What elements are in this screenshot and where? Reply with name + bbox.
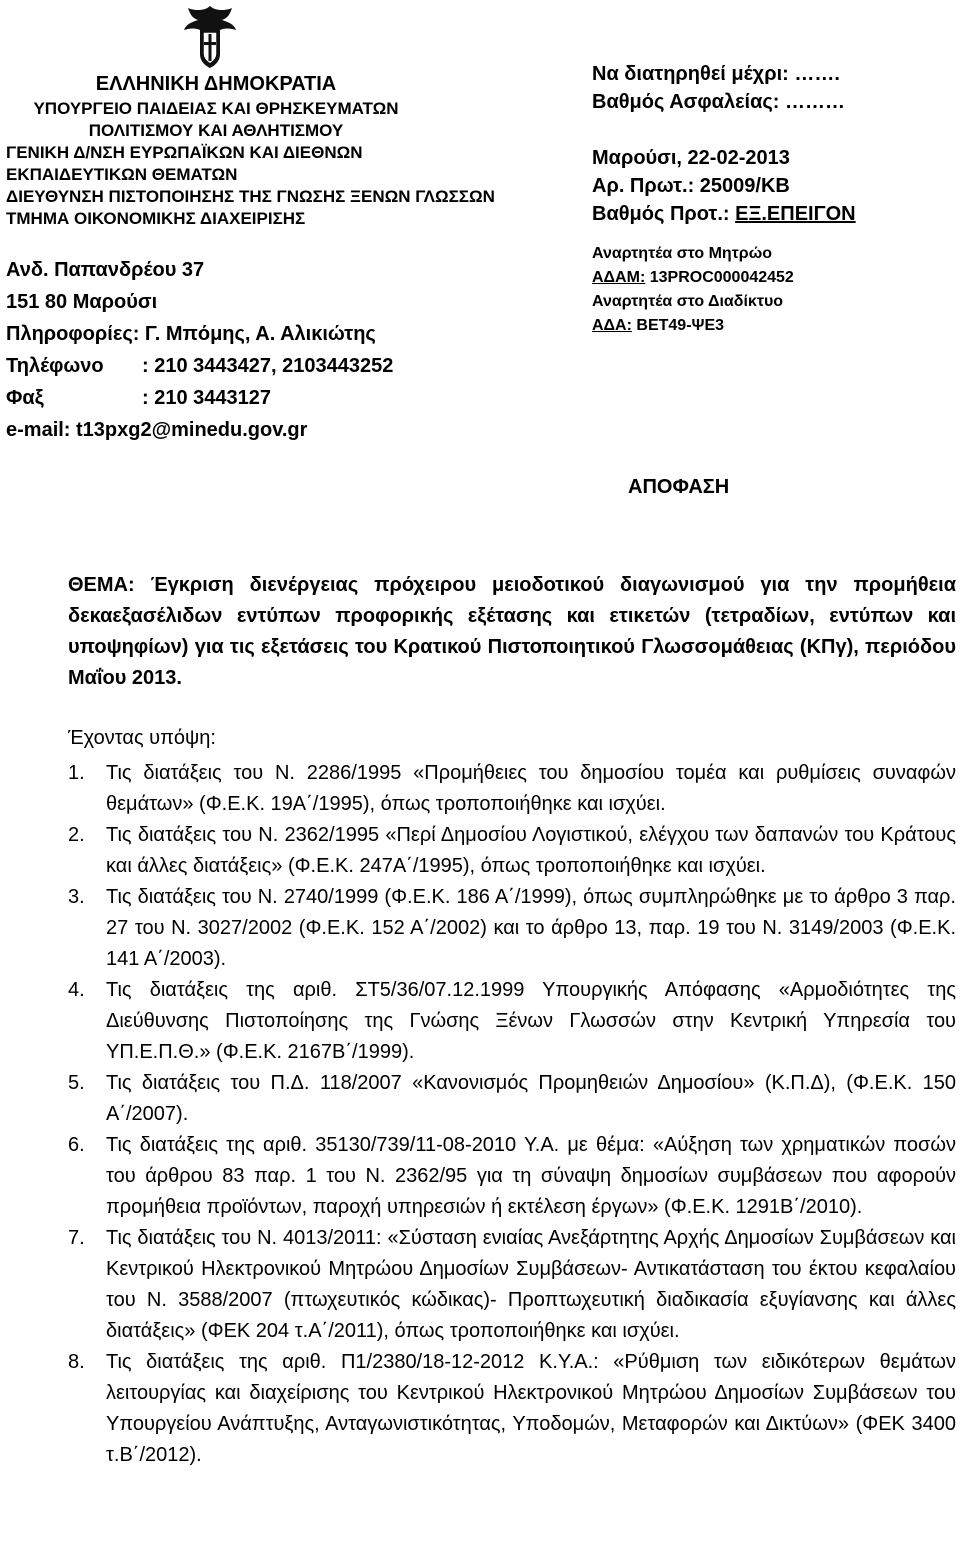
considering-heading: Έχοντας υπόψη: — [68, 727, 216, 749]
item-text: Τις διατάξεις του Ν. 2362/1995 «Περί Δημοσίου Λογιστικού, ελέγχου των δαπανών του Κράτους και άλλες διατάξεις» (Φ.Ε.Κ. 247Α΄/1995), όπως τροποποιήθηκε και ισχύει. — [106, 824, 956, 877]
registry-post: Αναρτητέα στο Μητρώο — [592, 245, 772, 262]
item-text: Τις διατάξεις του Ν. 2740/1999 (Φ.Ε.Κ. 186 Α΄/1999), όπως συμπληρώθηκε με το άρθρο 3 παρ. 27 του Ν. 3027/2002 (Φ.Ε.Κ. 152 Α΄/2002) και το άρθρο 13, παρ. 19 του Ν. 3149/2003 (Φ.Ε.Κ. 141 Α΄/2003). — [106, 886, 956, 970]
priority-row — [592, 200, 952, 228]
item-number: 2. — [68, 824, 85, 846]
adam-row — [592, 266, 952, 290]
adam-value: 13PROC000042452 — [649, 269, 794, 286]
address: Ανδ. Παπανδρέου 37 — [6, 259, 205, 281]
priority-value: ΕΞ.ΕΠΕΙΓΟΝ — [735, 203, 856, 225]
list-item — [68, 820, 956, 882]
document-meta-block — [592, 60, 952, 338]
sender-block — [6, 70, 495, 446]
protocol-number: Αρ. Πρωτ.: 25009/ΚΒ — [592, 175, 790, 197]
org-line: ΕΚΠΑΙΔΕΥΤΙΚΩΝ ΘΕΜΑΤΩΝ — [6, 165, 238, 184]
item-text: Τις διατάξεις του Ν. 2286/1995 «Προμήθειες του δημοσίου τομέα και ρυθμίσεις συναφών θεμάτων» (Φ.Ε.Κ. 19Α΄/1995), όπως τροποποιήθηκε και ισχύει. — [106, 762, 956, 815]
fax-row — [6, 382, 426, 414]
org-line: ΓΕΝΙΚΗ Δ/ΝΣΗ ΕΥΡΩΠΑΪΚΩΝ ΚΑΙ ΔΙΕΘΝΩΝ — [6, 143, 363, 162]
org-line: ΔΙΕΥΘΥΝΣΗ ΠΙΣΤΟΠΟΙΗΣΗΣ ΤΗΣ ΓΝΩΣΗΣ ΞΕΝΩΝ ΓΛΩΣΣΩΝ — [6, 187, 495, 206]
postcode-city: 151 80 Μαρούσι — [6, 291, 158, 313]
fax-label: Φαξ — [6, 387, 44, 409]
coat-of-arms-icon — [178, 4, 242, 70]
item-number: 4. — [68, 979, 85, 1001]
considerations-list — [68, 758, 956, 1471]
list-item — [68, 1347, 956, 1471]
item-number: 6. — [68, 1134, 85, 1156]
org-line: ΤΜΗΜΑ ΟΙΚΟΝΟΜΙΚΗΣ ΔΙΑΧΕΙΡΙΣΗΣ — [6, 209, 306, 228]
internet-post: Αναρτητέα στο Διαδίκτυο — [592, 293, 784, 310]
item-text: Τις διατάξεις της αριθ. Π1/2380/18-12-2012 Κ.Υ.Α.: «Ρύθμιση των ειδικότερων θεμάτων λειτουργίας και διαχείρισης του Κεντρικού Ηλεκτρονικού Μητρώου Δημοσίων Συμβάσεων του Υπουργείου Ανάπτυξης, Ανταγωνιστικότητας, Υποδομών, Μεταφορών και Δικτύων» (ΦΕΚ 3400 τ.Β΄/2012). — [106, 1351, 956, 1466]
phone-value: : 210 3443427, 2103443252 — [142, 355, 394, 377]
place-date: Μαρούσι, 22-02-2013 — [592, 147, 790, 169]
priority-label: Βαθμός Προτ.: — [592, 203, 730, 225]
phone-row — [6, 350, 426, 382]
item-text: Τις διατάξεις της αριθ. 35130/739/11-08-2010 Υ.Α. με θέμα: «Αύξηση των χρηματικών ποσών του άρθρου 83 παρ. 1 του Ν. 2362/95 για τη σύναψη δημοσίων συμβάσεων που αφορούν προμήθεια προϊόντων, παροχή υπηρεσιών ή εκτέλεση έργων» (Φ.Ε.Κ. 1291Β΄/2010). — [106, 1134, 956, 1218]
item-number: 8. — [68, 1351, 85, 1373]
item-text: Τις διατάξεις του Π.Δ. 118/2007 «Κανονισμός Προμηθειών Δημοσίου» (Κ.Π.Δ), (Φ.Ε.Κ. 150 Α΄/2007). — [106, 1072, 956, 1125]
adam-label: ΑΔΑΜ: — [592, 269, 646, 286]
security-level: Βαθμός Ασφαλείας: ……… — [592, 91, 846, 113]
ada-label: ΑΔΑ: — [592, 317, 632, 334]
org-line: ΠΟΛΙΤΙΣΜΟΥ ΚΑΙ ΑΘΛΗΤΙΣΜΟΥ — [88, 121, 344, 140]
fax-value: : 210 3443127 — [142, 387, 272, 409]
item-number: 3. — [68, 886, 85, 908]
item-number: 7. — [68, 1227, 85, 1249]
ada-value: ΒΕΤ49-ΨΕ3 — [636, 317, 725, 334]
email: e-mail: t13pxg2@minedu.gov.gr — [6, 419, 308, 441]
list-item — [68, 758, 956, 820]
item-text: Τις διατάξεις της αριθ. ΣΤ5/36/07.12.1999 Υπουργικής Απόφασης «Αρμοδιότητες της Διεύθυνσης Πιστοποίησης της Γνώσης Ξένων Γλωσσών στην Κεντρική Υπηρεσία του ΥΠ.Ε.Π.Θ.» (Φ.Ε.Κ. 2167Β΄/1999). — [106, 979, 956, 1063]
list-item — [68, 1223, 956, 1347]
list-item — [68, 1068, 956, 1130]
item-text: Τις διατάξεις του Ν. 4013/2011: «Σύσταση ενιαίας Ανεξάρτητης Αρχής Δημοσίων Συμβάσεων και Κεντρικού Ηλεκτρονικού Μητρώου Δημοσίων Συμβάσεων- Αντικατάσταση του έκτου κεφαλαίου του Ν. 3588/2007 (πτωχευτικός κώδικας)- Προπτωχευτική διαδικασία εξυγίανσης και άλλες διατάξεις» (ΦΕΚ 204 τ.Α΄/2011), όπως τροποποιήθηκε και ισχύει. — [106, 1227, 956, 1342]
contact-info: Πληροφορίες: Γ. Μπόμης, Α. Αλικιώτης — [6, 323, 376, 345]
phone-label: Τηλέφωνο — [6, 355, 104, 377]
keep-until: Να διατηρηθεί μέχρι: ……. — [592, 63, 840, 85]
list-item — [68, 1130, 956, 1223]
decision-title: ΑΠΟΦΑΣΗ — [628, 476, 730, 498]
org-line: ΥΠΟΥΡΓΕΙΟ ΠΑΙΔΕΙΑΣ ΚΑΙ ΘΡΗΣΚΕΥΜΑΤΩΝ — [33, 99, 399, 118]
list-item — [68, 882, 956, 975]
organization-lines — [6, 70, 495, 230]
subject-paragraph: ΘΕΜΑ: Έγκριση διενέργειας πρόχειρου μειοδοτικού διαγωνισμού για την προμήθεια δεκαεξασέλιδων εντύπων προφορικής εξέτασης και ετικετών (τετραδίων, εντύπων και υποψηφίων) για τις εξετάσεις του Κρατικού Πιστοποιητικού Γλωσσομάθειας (ΚΠγ), περιόδου Μαΐου 2013. — [68, 574, 956, 689]
item-number: 1. — [68, 762, 85, 784]
ada-row — [592, 314, 952, 338]
posting-info — [592, 242, 952, 338]
org-line: ΕΛΛΗΝΙΚΗ ΔΗΜΟΚΡΑΤΙΑ — [95, 73, 337, 95]
list-item — [68, 975, 956, 1068]
item-number: 5. — [68, 1072, 85, 1094]
contact-details — [6, 254, 426, 446]
